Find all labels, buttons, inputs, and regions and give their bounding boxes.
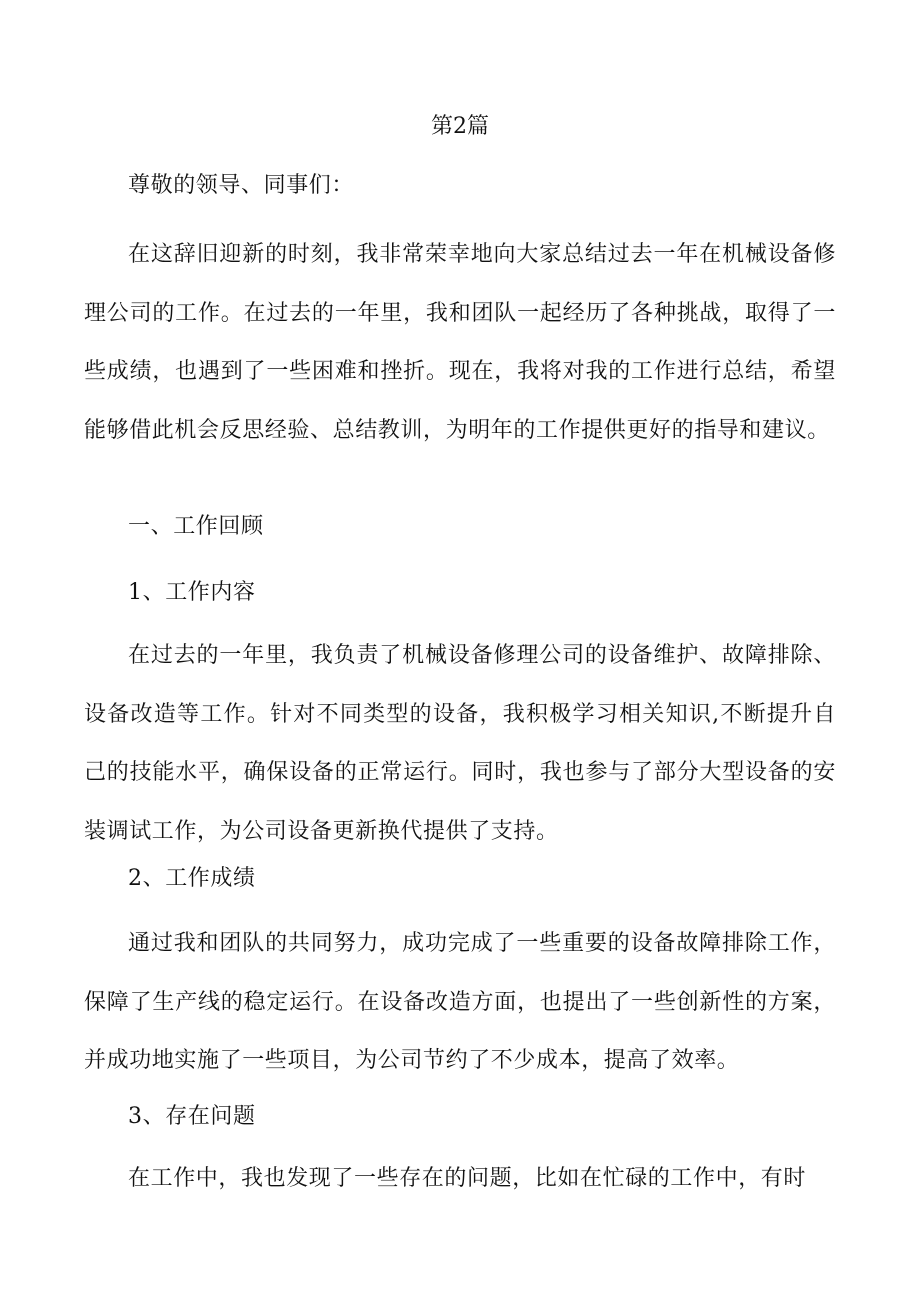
- subheading-existing-problems: 3、存在问题: [128, 1104, 256, 1129]
- subheading-work-content: 1、工作内容: [128, 580, 256, 605]
- paragraph-work-content: 在过去的一年里，我负责了机械设备修理公司的设备维护、故障排除、设备改造等工作。针对不同类型的设备，我积极学习相关知识,不断提升自己的技能水平，确保设备的正常运行。同时，我也参与了部分大型设备的安装调试工作，为公司设备更新换代提供了支持。: [84, 643, 836, 844]
- greeting: 尊敬的领导、同事们：: [128, 173, 355, 198]
- section-heading-work-review: 一、工作回顾: [128, 514, 264, 539]
- intro-paragraph: 在这辞旧迎新的时刻，我非常荣幸地向大家总结过去一年在机械设备修理公司的工作。在过去的一年里，我和团队一起经历了各种挑战，取得了一些成绩，也遇到了一些困难和挫折。现在，我将对我的工作进行总结，希望能够借此机会反思经验、总结教训，为明年的工作提供更好的指导和建议。: [84, 242, 836, 443]
- page-title: 第2篇: [431, 114, 489, 139]
- paragraph-work-achievements: 通过我和团队的共同努力，成功完成了一些重要的设备故障排除工作，保障了生产线的稳定运行。在设备改造方面，也提出了一些创新性的方案，并成功地实施了一些项目，为公司节约了不少成本，提高了效率。: [84, 931, 836, 1074]
- subheading-work-achievements: 2、工作成绩: [128, 866, 256, 891]
- paragraph-existing-problems: 在工作中，我也发现了一些存在的问题，比如在忙碌的工作中，有时: [128, 1166, 807, 1191]
